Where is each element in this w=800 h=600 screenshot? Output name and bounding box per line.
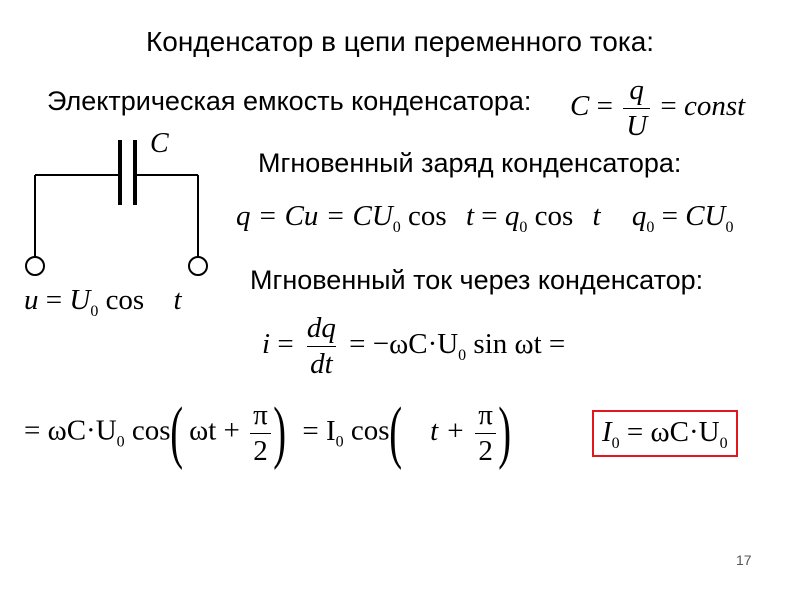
charge-eq: = [481, 200, 498, 232]
current-formula [262, 312, 565, 381]
voltage-amplitude: U [69, 284, 91, 316]
current-numerator: dq [306, 312, 336, 344]
page-number: 17 [736, 552, 752, 568]
charge-sub2: 0 [519, 219, 528, 236]
pi-over-two-fraction-2 [475, 399, 496, 468]
voltage-lhs: u [24, 284, 39, 316]
pi-numerator-2: π [478, 398, 493, 431]
expansion-sub2: 0 [335, 433, 344, 451]
capacitance-const: const [684, 90, 746, 123]
voltage-subscript: 0 [90, 303, 99, 320]
expansion-inner2: t + [430, 414, 465, 447]
voltage-cos: cos [105, 284, 145, 316]
right-paren-1: ) [273, 394, 286, 471]
capacitance-label: Электрическая емкость конденсатора: [47, 86, 532, 116]
capacitance-numerator: q [629, 74, 644, 106]
capacitance-eq2: = [660, 90, 677, 123]
expansion-cos1: cos [131, 414, 171, 447]
current-sub: 0 [458, 347, 467, 365]
current-tail: sin ωt = [473, 328, 566, 361]
current-denominator: dt [307, 346, 336, 381]
two-denominator-2: 2 [475, 433, 496, 468]
left-terminal [26, 257, 44, 275]
current-i: i [262, 328, 271, 361]
expansion-eq2: = I [302, 414, 336, 447]
pi-over-two-fraction-1 [250, 399, 271, 468]
current-eq1: = [277, 328, 294, 361]
amplitude-rhs: = ωC·U [626, 416, 720, 448]
pi-numerator-1: π [253, 398, 268, 431]
charge-sub1: 0 [392, 219, 401, 236]
two-denominator-1: 2 [250, 433, 271, 468]
current-label: Мгновенный ток через конденсатор: [250, 265, 704, 295]
current-rhs: = −ωC·U [349, 328, 459, 361]
charge-part1: q = Cu = CU [236, 200, 393, 232]
capacitance-denominator: U [623, 108, 650, 143]
amplitude-current-box [592, 410, 738, 457]
capacitance-fraction [623, 74, 650, 143]
expansion-lead: = ωC·U [24, 414, 117, 447]
capacitance-eq1: = [596, 90, 613, 123]
charge-eq3: = [661, 200, 678, 232]
amplitude-sub1: 0 [611, 435, 620, 452]
slide-title: Конденсатор в цепи переменного тока: [145, 26, 655, 57]
charge-q: q [504, 200, 520, 232]
right-paren-2: ) [498, 394, 511, 471]
voltage-eq: = [45, 284, 63, 316]
voltage-formula [24, 284, 182, 321]
capacitor-circuit-diagram [20, 125, 225, 285]
charge-t2: t [592, 200, 601, 232]
current-expansion-formula [24, 394, 511, 471]
charge-sub4: 0 [725, 219, 734, 236]
charge-t1: t [465, 200, 475, 232]
charge-formula [236, 200, 734, 237]
amplitude-lhs: I [602, 416, 612, 448]
capacitance-formula [570, 74, 745, 143]
capacitance-lhs: C [570, 90, 590, 123]
expansion-sub1: 0 [116, 433, 125, 451]
charge-sub3: 0 [646, 219, 655, 236]
charge-label: Мгновенный заряд конденсатора: [258, 148, 682, 178]
charge-cos2: cos [534, 200, 574, 232]
charge-cos1: cos [408, 200, 447, 232]
expansion-cos2: cos [350, 414, 390, 447]
left-paren-1: ( [169, 394, 183, 471]
right-terminal [189, 257, 207, 275]
capacitor-label: C [150, 128, 169, 159]
left-paren-2: ( [388, 394, 402, 471]
charge-cu: CU [685, 200, 726, 232]
expansion-inner1: ωt + [189, 414, 240, 447]
amplitude-sub2: 0 [719, 435, 728, 452]
charge-amplitude-q: q [631, 200, 647, 232]
voltage-time: t [173, 284, 182, 316]
current-fraction [304, 312, 339, 381]
